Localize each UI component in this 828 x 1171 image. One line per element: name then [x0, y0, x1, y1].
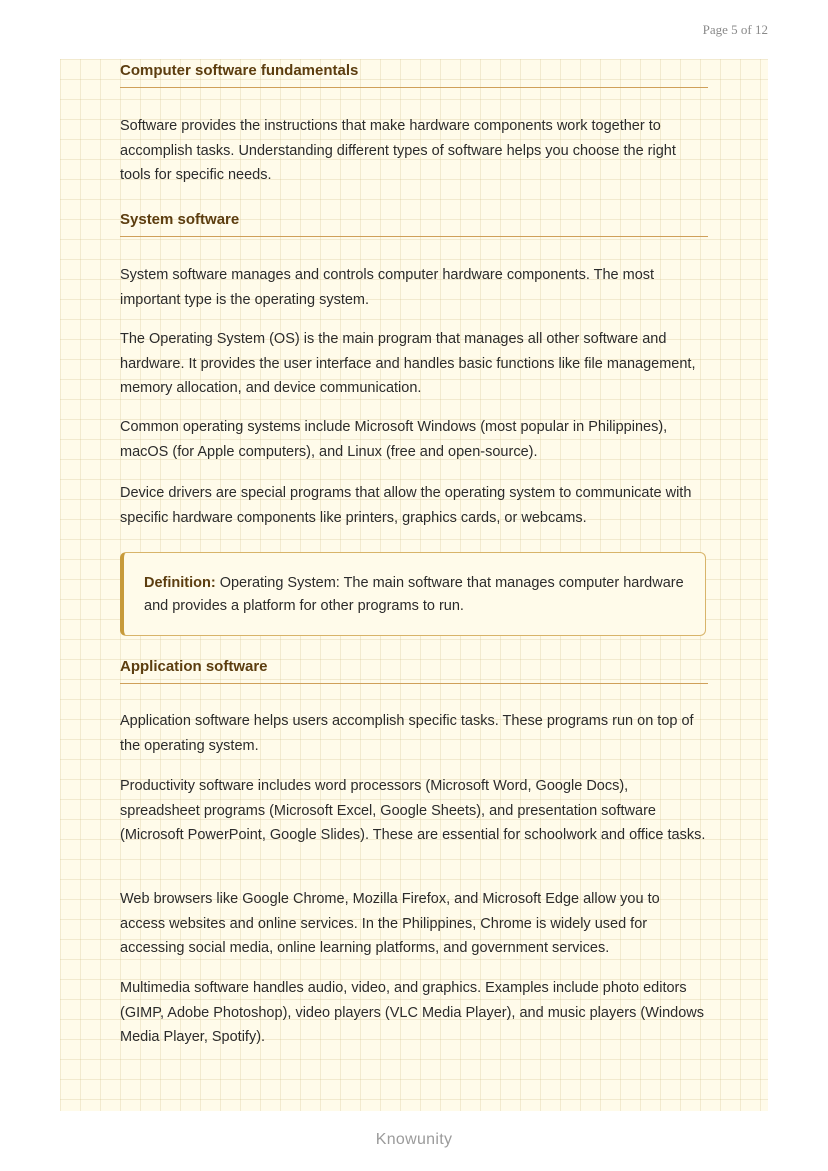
section-system-software — [120, 209, 708, 237]
paragraph: The Operating System (OS) is the main program that manages all other software and hardware. It provides the user interface and handles basic functions like file management, memory allocation, and device communication. — [120, 331, 696, 396]
definition-label: Definition: — [144, 575, 216, 591]
paragraph: Common operating systems include Microsoft Windows (most popular in Philippines), macOS (for Apple computers), and Linux (free and open-source). — [120, 419, 668, 460]
definition-text: Operating System: The main software that manages computer hardware and provides a platform for other programs to run. — [144, 575, 684, 614]
paragraph: Device drivers are special programs that allow the operating system to communicate with specific hardware components like printers, graphics cards, or webcams. — [120, 485, 692, 526]
paragraph: Web browsers like Google Chrome, Mozilla Firefox, and Microsoft Edge allow you to access websites and online services. In the Philippines, Chrome is widely used for accessing social media, online learning platforms, and government services. — [120, 891, 660, 956]
paragraph: Software provides the instructions that make hardware components work together to accomplish tasks. Understanding different types of software helps you choose the right tools for specific needs. — [120, 118, 676, 183]
definition-callout — [120, 552, 706, 636]
paragraph: Multimedia software handles audio, video, and graphics. Examples include photo editors (GIMP, Adobe Photoshop), video players (VLC Media Player), and music players (Windows Media Player, Spotify). — [120, 980, 705, 1045]
paragraph: Productivity software includes word processors (Microsoft Word, Google Docs), spreadsheet programs (Microsoft Excel, Google Sheets), and presentation software (Microsoft PowerPoint, Google Slides). These are essential for schoolwork and office tasks. — [120, 778, 706, 843]
section-fundamentals — [120, 60, 708, 88]
section-heading: System software — [120, 209, 708, 237]
notes-sheet — [60, 59, 768, 1111]
brand-footer: Knowunity — [375, 1131, 453, 1148]
section-application-software — [120, 656, 708, 684]
page-number: Page 5 of 12 — [702, 22, 768, 37]
section-heading: Application software — [120, 656, 708, 684]
section-heading: Computer software fundamentals — [120, 60, 708, 88]
paragraph: System software manages and controls computer hardware components. The most important type is the operating system. — [120, 267, 655, 308]
paragraph: Application software helps users accomplish specific tasks. These programs run on top of the operating system. — [120, 713, 694, 754]
